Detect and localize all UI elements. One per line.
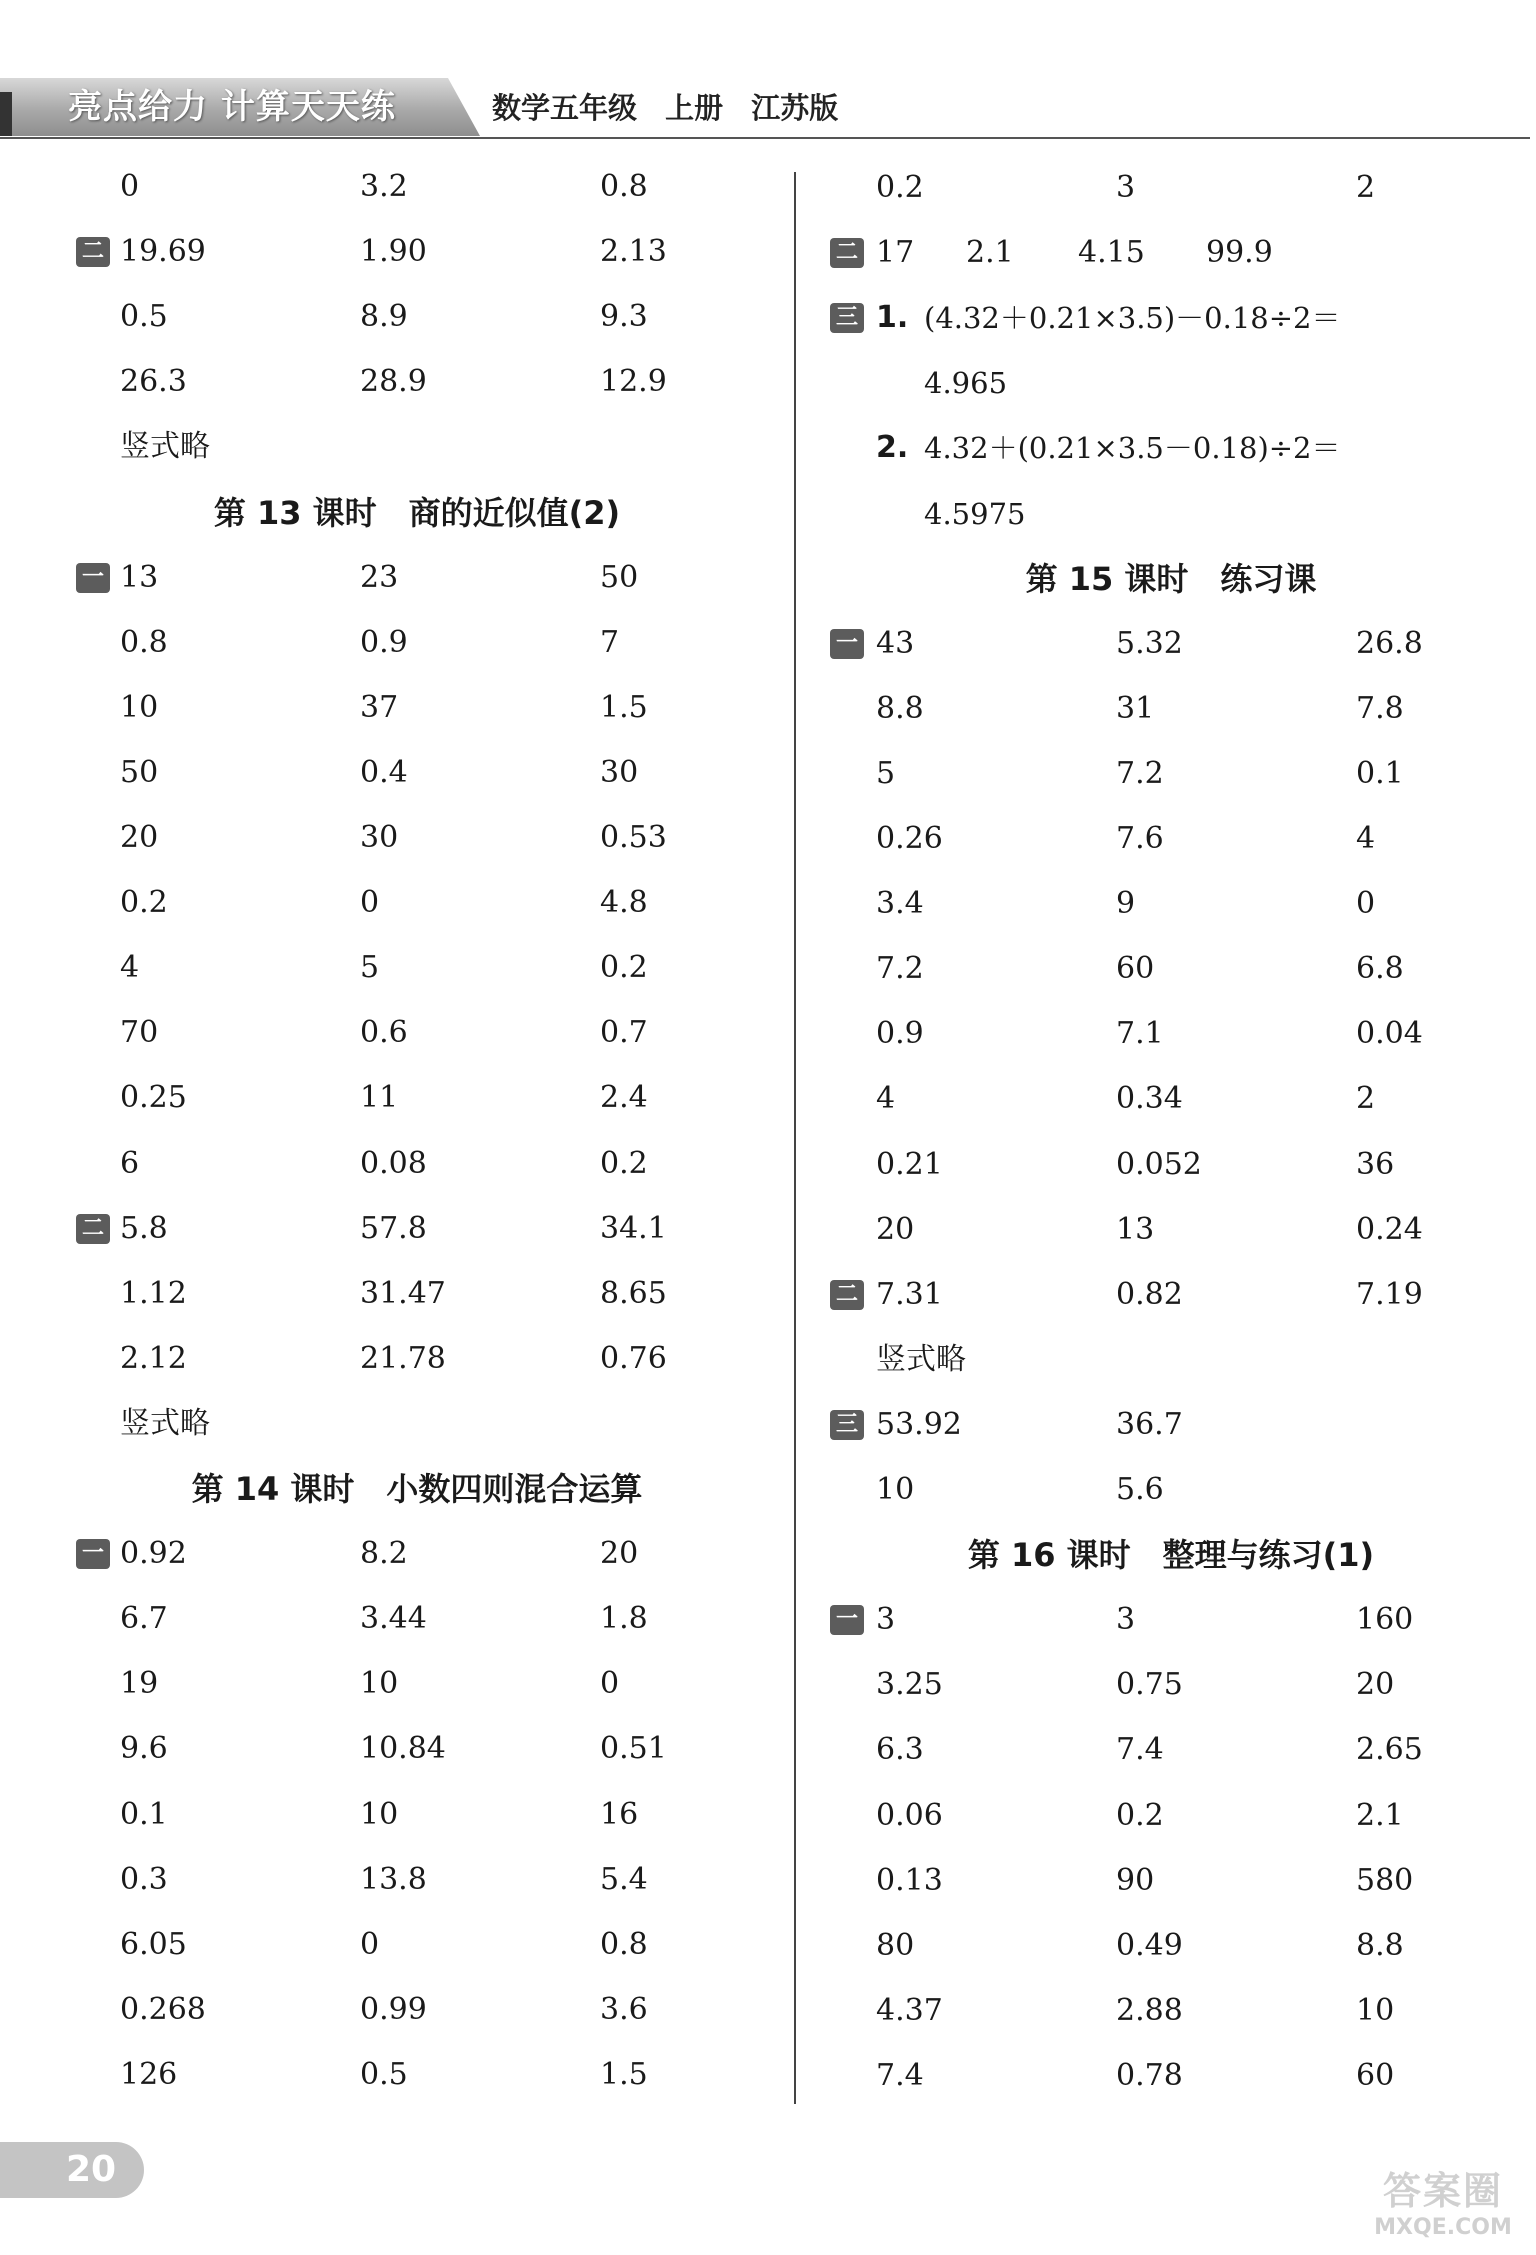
equation-number: 1. [876,300,909,336]
answer-row [72,1988,762,2032]
answer-value: 30 [360,820,399,855]
answer-value: 4.37 [876,1992,943,2028]
answer-value: 20 [120,820,159,855]
answer-row [826,947,1516,991]
answer-row [826,1924,1516,1968]
answer-value: 126 [120,2056,178,2092]
answer-row [72,1207,762,1251]
answer-row [826,1208,1516,1252]
question-marker-icon: 三 [830,303,864,333]
answer-value: 3.6 [600,1991,648,2027]
equation-text: (4.32＋0.21×3.5)－0.18÷2＝ [924,301,1341,336]
answer-value: 7.4 [1116,1732,1164,1768]
answer-value: 2.13 [600,234,667,270]
answer-value: 0.53 [600,820,667,855]
answer-value: 0.6 [360,1015,408,1051]
equation-line [826,426,1516,470]
question-marker-icon: 一 [76,563,110,593]
answer-value: 160 [1356,1602,1414,1638]
answer-value: 0.76 [600,1340,667,1376]
equation-result [826,492,1516,536]
answer-row [826,1143,1516,1187]
answer-row [826,1728,1516,1772]
answer-value: 6.8 [1356,951,1404,987]
answer-value: 5.8 [120,1210,168,1246]
question-marker-icon: 二 [830,1280,864,1310]
answer-value: 5 [876,755,896,791]
answer-value: 2.65 [1356,1732,1423,1768]
answer-row [826,1403,1516,1447]
answer-value: 0.8 [120,624,168,660]
answer-value: 3.25 [876,1667,943,1703]
answer-value: 10 [360,1666,399,1702]
answer-value: 9.3 [600,299,648,335]
column-divider [794,172,796,2104]
lesson-heading: 第 16 课时 整理与练习(1) [967,1536,1375,1575]
answer-value: 4.15 [1078,235,1145,271]
answer-value: 7.1 [1116,1016,1164,1052]
answer-value: 2.1 [966,235,1014,271]
answer-row [72,1337,762,1381]
answer-row [72,1597,762,1641]
answer-value: 0.052 [1116,1146,1202,1182]
note [826,1338,1516,1382]
answer-value: 50 [600,559,639,595]
answer-value: 0.92 [120,1536,187,1572]
answer-value: 90 [1116,1862,1155,1898]
answer-value: 580 [1356,1862,1414,1898]
answer-value: 3 [1116,170,1136,205]
answer-value: 0.8 [600,169,648,204]
answer-value: 8.8 [876,690,924,726]
answer-row [72,1142,762,1186]
answer-value: 0.82 [1116,1276,1183,1312]
answer-value: 7.19 [1356,1276,1423,1312]
answer-value: 1.8 [600,1601,648,1637]
answer-value: 11 [360,1080,399,1116]
answer-value: 7.2 [1116,755,1164,791]
answer-value: 0.08 [360,1145,427,1181]
answer-value: 0.5 [360,2056,408,2092]
answer-value: 9.6 [120,1731,168,1767]
answer-row [826,1663,1516,1707]
book-subtitle: 数学五年级 上册 江苏版 [492,91,839,125]
answer-value: 0 [600,1666,620,1702]
answer-value: 0 [360,1926,380,1962]
answer-row [72,1923,762,1967]
answer-value: 57.8 [360,1210,427,1246]
answer-row [72,621,762,665]
answer-value: 0.78 [1116,2057,1183,2093]
answer-value: 6.3 [876,1732,924,1768]
answer-value: 6.7 [120,1601,168,1637]
answer-value: 0.2 [876,170,924,205]
answer-value: 5.6 [1116,1472,1164,1507]
answer-value: 70 [120,1015,159,1051]
answer-value: 1.12 [120,1275,187,1311]
lesson-heading: 第 15 课时 练习课 [1025,559,1317,598]
page-number: 20 [66,2149,117,2190]
watermark-title: 答案圈 [1382,2169,1503,2213]
answer-value: 0.34 [1116,1081,1183,1117]
answer-row [72,1532,762,1576]
equation-number: 2. [876,430,909,466]
answer-value: 6 [120,1145,140,1181]
answer-row [72,165,762,209]
answer-row [826,1794,1516,1838]
answer-value: 26.8 [1356,625,1423,661]
answer-row [72,1011,762,1055]
page-number-badge [0,2142,144,2198]
answer-row [72,1076,762,1120]
answer-value: 0.06 [876,1797,943,1833]
answer-row [72,1793,762,1837]
answer-value: 19 [120,1666,159,1702]
answer-value: 7.8 [1356,690,1404,726]
answer-row [826,752,1516,796]
answer-value: 34.1 [600,1210,667,1246]
answer-value: 0 [360,885,380,921]
answer-value: 50 [120,754,159,790]
note [72,425,762,469]
answer-value: 7 [600,624,620,660]
answer-value: 2 [1356,170,1376,205]
answer-row [72,686,762,730]
answer-value: 0.7 [600,1015,648,1051]
answer-value: 53.92 [876,1406,962,1442]
answer-value: 5 [360,950,380,986]
question-marker-icon: 二 [76,237,110,267]
answer-value: 10.84 [360,1731,446,1767]
answer-value: 0.13 [876,1862,943,1898]
question-marker-icon: 二 [76,1214,110,1244]
answer-value: 80 [876,1927,915,1963]
answer-value: 0.268 [120,1991,206,2027]
answer-row [826,1273,1516,1317]
answer-row [826,817,1516,861]
answer-value: 4.8 [600,885,648,921]
answer-row [72,1272,762,1316]
answer-value: 0.5 [120,299,168,335]
answer-value: 99.9 [1206,235,1273,271]
answer-value: 12.9 [600,364,667,400]
answer-value: 0.2 [1116,1797,1164,1833]
answer-value: 0.2 [120,885,168,921]
answer-value: 10 [876,1472,915,1507]
answer-value: 7.2 [876,951,924,987]
answer-value: 4 [120,950,140,986]
answer-value: 7.6 [1116,821,1164,856]
answer-row [826,1012,1516,1056]
answer-value: 6.05 [120,1926,187,1962]
answer-value: 0.2 [600,950,648,986]
answer-row [72,881,762,925]
answer-row [72,816,762,860]
answer-value: 9 [1116,886,1136,922]
answer-row [826,882,1516,926]
answer-value: 7.4 [876,2057,924,2093]
watermark [1350,2168,1536,2248]
answer-value: 10 [360,1796,399,1832]
question-marker-icon: 三 [830,1410,864,1440]
answer-value: 7.31 [876,1276,943,1312]
answer-value: 16 [600,1796,639,1832]
answer-row [72,556,762,600]
answer-value: 60 [1356,2057,1395,2093]
header-edge [0,92,12,136]
answer-value: 0.26 [876,821,943,856]
answer-value: 1.5 [600,2056,648,2092]
answer-value: 2.88 [1116,1992,1183,2028]
answer-value: 3.2 [360,169,408,204]
answer-value: 37 [360,689,399,725]
answer-value: 0.2 [600,1145,648,1181]
answer-row [826,622,1516,666]
answer-value: 3.44 [360,1601,427,1637]
lesson-heading: 第 14 课时 小数四则混合运算 [191,1470,643,1508]
book-title: 亮点给力 计算天天练 [68,87,396,127]
answer-value: 0.8 [600,1926,648,1962]
note-text: 竖式略 [120,429,210,465]
answer-row [826,1598,1516,1642]
answer-value: 36.7 [1116,1406,1183,1442]
answer-row [826,231,1516,275]
watermark-url: MXQE.COM [1374,2215,1512,2240]
answer-value: 13 [120,559,159,595]
answer-row [826,1989,1516,2033]
equation-text: 4.5975 [924,496,1026,531]
answer-value: 0.49 [1116,1927,1183,1963]
answer-value: 10 [1356,1992,1395,2028]
answer-row [72,295,762,339]
answer-value: 8.8 [1356,1927,1404,1963]
answer-value: 1.5 [600,689,648,725]
note [72,1402,762,1446]
answer-value: 26.3 [120,364,187,400]
answer-row [72,1727,762,1771]
question-marker-icon: 二 [830,238,864,268]
answer-value: 0.4 [360,754,408,790]
answer-value: 13 [1116,1211,1155,1247]
answer-row [826,1077,1516,1121]
answer-row [72,946,762,990]
answer-value: 0.75 [1116,1667,1183,1703]
answer-value: 0.1 [120,1796,168,1832]
answer-value: 2 [1356,1081,1376,1117]
answer-value: 43 [876,625,915,661]
answer-value: 0.3 [120,1861,168,1897]
answer-value: 0.99 [360,1991,427,2027]
answer-value: 0.25 [120,1080,187,1116]
question-marker-icon: 一 [830,629,864,659]
answer-value: 0.9 [876,1016,924,1052]
answer-value: 5.32 [1116,625,1183,661]
answer-value: 2.12 [120,1340,187,1376]
answer-value: 0.51 [600,1731,667,1767]
answer-value: 0.04 [1356,1016,1423,1052]
question-marker-icon: 一 [76,1539,110,1569]
header-rule [0,137,1530,139]
answer-row [72,230,762,274]
answer-value: 20 [1356,1667,1395,1703]
answer-value: 60 [1116,951,1155,987]
answer-value: 8.9 [360,299,408,335]
answer-row [72,360,762,404]
answer-value: 2.1 [1356,1797,1404,1833]
answer-value: 3 [876,1602,896,1638]
answer-value: 0.24 [1356,1211,1423,1247]
equation-text: 4.32＋(0.21×3.5－0.18)÷2＝ [924,431,1341,466]
answer-value: 31 [1116,690,1155,726]
answer-row [826,166,1516,210]
answer-row [72,751,762,795]
answer-value: 1.90 [360,234,427,270]
answer-row [826,687,1516,731]
answer-row [826,2054,1516,2098]
answer-value: 19.69 [120,234,206,270]
question-marker-icon: 一 [830,1605,864,1635]
equation-line [826,296,1516,340]
answer-value: 23 [360,559,399,595]
answer-value: 20 [600,1536,639,1572]
answer-value: 31.47 [360,1275,446,1311]
answer-value: 10 [120,689,159,725]
answer-value: 3.4 [876,886,924,922]
answer-value: 0.1 [1356,755,1404,791]
answer-value: 2.4 [600,1080,648,1116]
note-text: 竖式略 [120,1405,210,1441]
answer-row [72,1858,762,1902]
answer-row [826,1468,1516,1512]
answer-value: 30 [600,754,639,790]
note-text: 竖式略 [876,1341,966,1377]
answer-value: 8.65 [600,1275,667,1311]
answer-value: 0 [1356,886,1376,922]
answer-value: 0 [120,169,140,204]
lesson-heading: 第 13 课时 商的近似值(2) [213,493,621,532]
answer-value: 13.8 [360,1861,427,1897]
answer-value: 8.2 [360,1536,408,1572]
answer-value: 0.21 [876,1146,943,1182]
answer-value: 3 [1116,1602,1136,1638]
answer-value: 17 [876,235,915,271]
answer-value: 5.4 [600,1861,648,1897]
answer-value: 4 [1356,821,1376,856]
answer-row [72,2053,762,2097]
answer-value: 28.9 [360,364,427,400]
equation-text: 4.965 [924,366,1008,401]
answer-value: 0.9 [360,624,408,660]
answer-row [72,1662,762,1706]
answer-row [826,1859,1516,1903]
answer-value: 21.78 [360,1340,446,1376]
answer-value: 4 [876,1081,896,1117]
answer-value: 20 [876,1211,915,1247]
equation-result [826,361,1516,405]
answer-value: 36 [1356,1146,1395,1182]
